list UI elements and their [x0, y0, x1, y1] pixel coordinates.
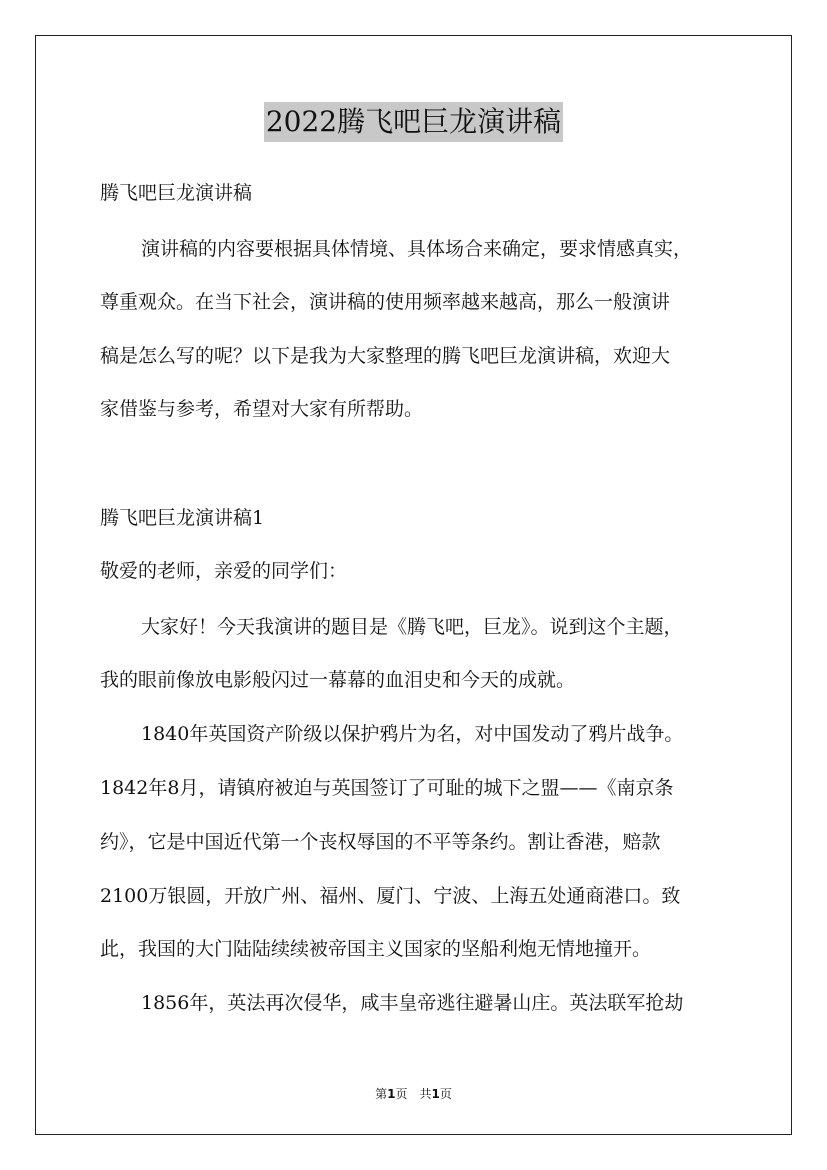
paragraph-line: 2100万银圆，开放广州、福州、厦门、宁波、上海五处通商港口。致 — [100, 885, 681, 907]
paragraph-line: 稿是怎么写的呢？以下是我为大家整理的腾飞吧巨龙演讲稿，欢迎大 — [100, 345, 671, 367]
footer-mid: 页 共 — [395, 1087, 432, 1101]
paragraph-line: 尊重观众。在当下社会，演讲稿的使用频率越来越高，那么一般演讲 — [100, 291, 671, 313]
document-title: 2022腾飞吧巨龙演讲稿 — [264, 102, 563, 142]
paragraph-line: 1842年8月，请镇府被迫与英国签订了可耻的城下之盟——《南京条 — [100, 777, 674, 799]
paragraph-line: 家借鉴与参考，希望对大家有所帮助。 — [100, 398, 424, 420]
subtitle-line: 腾飞吧巨龙演讲稿 — [100, 182, 253, 204]
page-footer — [0, 1085, 827, 1102]
paragraph-line: 演讲稿的内容要根据具体情境、具体场合来确定，要求情感真实， — [141, 238, 693, 260]
paragraph-line: 大家好！今天我演讲的题目是《腾飞吧，巨龙》。说到这个主题， — [141, 616, 683, 638]
paragraph-line: 1856年，英法再次侵华，咸丰皇帝逃往避暑山庄。英法联军抢劫 — [141, 992, 684, 1014]
footer-suffix: 页 — [439, 1087, 452, 1101]
title-wrap — [0, 102, 827, 142]
footer-page-total: 1 — [431, 1087, 440, 1101]
section-heading: 腾飞吧巨龙演讲稿1 — [100, 507, 265, 529]
footer-prefix: 第 — [375, 1087, 388, 1101]
paragraph-line: 我的眼前像放电影般闪过一幕幕的血泪史和今天的成就。 — [100, 669, 576, 691]
paragraph-line: 此，我国的大门陆陆续续被帝国主义国家的坚船利炮无情地撞开。 — [100, 938, 652, 960]
paragraph-line: 约》，它是中国近代第一个丧权辱国的不平等条约。割让香港，赔款 — [100, 831, 661, 853]
footer-page-number: 1 — [387, 1087, 396, 1101]
salutation-line: 敬爱的老师，亲爱的同学们： — [100, 560, 348, 582]
paragraph-line: 1840年英国资产阶级以保护鸦片为名，对中国发动了鸦片战争。 — [141, 723, 684, 745]
